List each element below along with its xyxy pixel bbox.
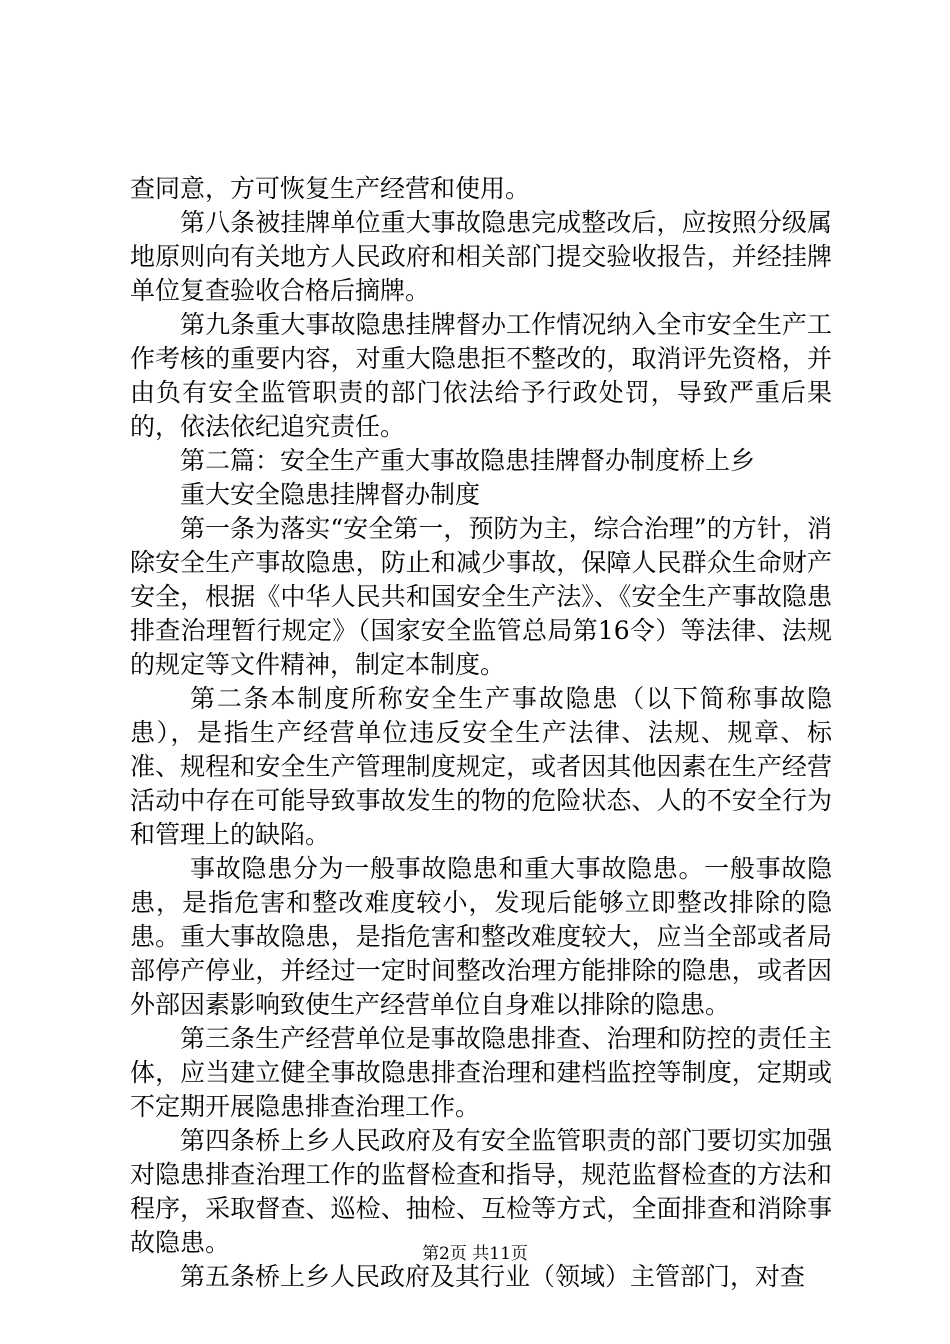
paragraph-hazard-types: 事故隐患分为一般事故隐患和重大事故隐患。一般事故隐患，是指危害和整改难度较小，发现后能够立即整改排除的隐患。重大事故隐患，是指危害和整改难度较大，应当全部或者局部停产停业，并经过一定时间整改治理方能排除的隐患，或者因外部因素影响致使生产经营单位自身难以排除的隐患。 xyxy=(130,854,832,1019)
paragraph-article-1: 第一条为落实“安全第一，预防为主，综合治理”的方针，消除安全生产事故隐患，防止和减少事故，保障人民群众生命财产安全，根据《中华人民共和国安全生产法》、《安全生产事故隐患排查治理暂行规定》（国家安全监管总局第16令）等法律、法规的规定等文件精神，制定本制度。 xyxy=(130,514,832,679)
page-number-label: 第2页 共11页 xyxy=(422,1244,528,1264)
paragraph-article-4: 第四条桥上乡人民政府及有安全监管职责的部门要切实加强对隐患排查治理工作的监督检查和指导，规范监督检查的方法和程序，采取督查、巡检、抽检、互检等方式，全面排查和消除事故隐患。 xyxy=(130,1126,832,1257)
document-body xyxy=(130,172,832,1294)
document-title: 重大安全隐患挂牌督办制度 xyxy=(180,480,481,509)
paragraph-article-2: 第二条本制度所称安全生产事故隐患（以下简称事故隐患），是指生产经营单位违反安全生产法律、法规、规章、标准、规程和安全生产管理制度规定，或者因其他因素在生产经营活动中存在可能导致事故发生的物的危险状态、人的不安全行为和管理上的缺陷。 xyxy=(130,684,832,849)
page-footer xyxy=(0,1243,950,1265)
paragraph-article-3: 第三条生产经营单位是事故隐患排查、治理和防控的责任主体，应当建立健全事故隐患排查治理和建档监控等制度，定期或不定期开展隐患排查治理工作。 xyxy=(130,1024,832,1121)
paragraph-article-8: 第八条被挂牌单位重大事故隐患完成整改后，应按照分级属地原则向有关地方人民政府和相关部门提交验收报告，并经挂牌单位复查验收合格后摘牌。 xyxy=(130,208,832,305)
paragraph-article-9: 第九条重大事故隐患挂牌督办工作情况纳入全市安全生产工作考核的重要内容，对重大隐患拒不整改的，取消评先资格，并由负有安全监管职责的部门依法给予行政处罚，导致严重后果的，依法依纪追究责任。 xyxy=(130,310,832,441)
section-heading: 第二篇：安全生产重大事故隐患挂牌督办制度桥上乡 xyxy=(180,446,756,475)
paragraph-continuation: 查同意，方可恢复生产经营和使用。 xyxy=(130,174,531,203)
paragraph-article-5: 第五条桥上乡人民政府及其行业（领域）主管部门，对查 xyxy=(180,1262,806,1291)
